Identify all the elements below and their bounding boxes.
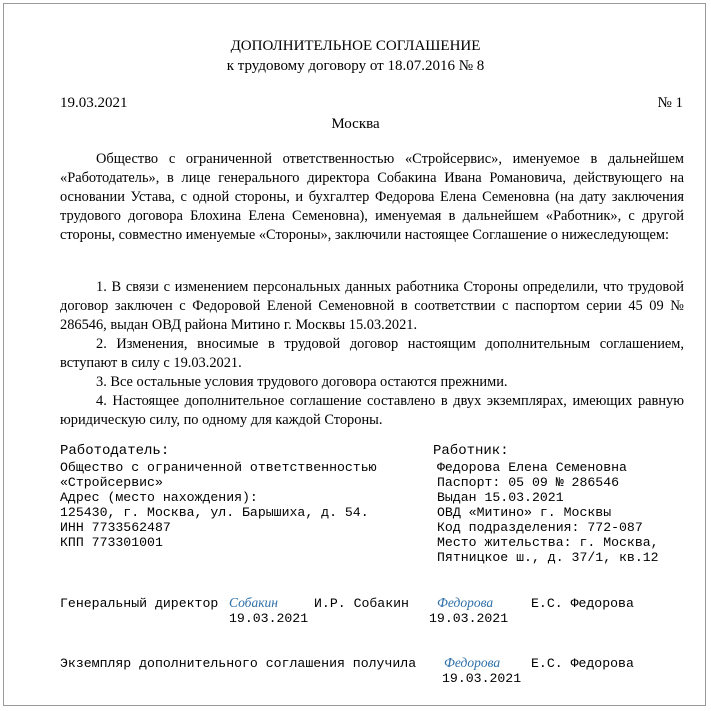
intro-paragraph <box>60 150 684 245</box>
director-label: Генеральный директор <box>60 596 219 611</box>
employer-line: Адрес (место нахождения): <box>60 490 258 505</box>
employee-line: Федорова Елена Семеновна <box>437 460 627 475</box>
intro-text: Общество с ограниченной ответственностью «Стройсервис», именуемое в дальнейшем «Работодатель», в лице генерального директора Собакина Ивана Романовича, действующего на основании Устава, с одной стороны, и бухгалтер Федорова Елена Семеновна (на дату заключения трудового договора Блохина Елена Семеновна), именуемая в дальнейшем «Работник», с другой стороны, совместно именуемые «Стороны», заключили настоящее Соглашение о нижеследующем: <box>60 151 684 243</box>
employee-heading: Работник: <box>433 443 509 459</box>
employee-signature: Федорова <box>437 595 494 610</box>
agreement-items <box>60 278 684 430</box>
employer-line: ИНН 7733562487 <box>60 520 171 535</box>
document-subtitle: к трудовому договору от 18.07.2016 № 8 <box>226 58 485 74</box>
receipt-label: Экземпляр дополнительного соглашения получила <box>60 656 417 671</box>
document-date: 19.03.2021 <box>60 95 128 111</box>
document-number: № 1 <box>657 95 683 111</box>
employer-line: «Стройсервис» <box>60 475 163 490</box>
document-city: Москва <box>331 116 380 132</box>
employee-line: Пятницкое ш., д. 37/1, кв.12 <box>437 550 659 565</box>
agreement-item: 2. Изменения, вносимые в трудовой договор настоящим дополнительным соглашением, вступают в силу с 19.03.2021. <box>60 336 684 371</box>
employee-line: Место жительства: г. Москва, <box>437 535 659 550</box>
document-title: ДОПОЛНИТЕЛЬНОЕ СОГЛАШЕНИЕ <box>230 38 481 54</box>
employer-line: Общество с ограниченной ответственностью <box>60 460 377 475</box>
director-signature: Собакин <box>229 595 278 610</box>
receipt-name: Е.С. Федорова <box>531 656 634 671</box>
employer-line: КПП 773301001 <box>60 535 163 550</box>
employer-heading: Работодатель: <box>60 443 170 459</box>
director-date: 19.03.2021 <box>229 611 309 626</box>
agreement-item: 4. Настоящее дополнительное соглашение составлено в двух экземплярах, имеющих равную юридическую силу, по одному для каждой Стороны. <box>60 393 684 428</box>
receipt-date: 19.03.2021 <box>442 671 522 686</box>
receipt-signature: Федорова <box>444 655 501 670</box>
employer-line: 125430, г. Москва, ул. Барышиха, д. 54. <box>60 505 369 520</box>
employee-line: Паспорт: 05 09 № 286546 <box>437 475 620 490</box>
employee-line: Код подразделения: 772-087 <box>437 520 643 535</box>
director-name: И.Р. Собакин <box>314 596 409 611</box>
agreement-item: 1. В связи с изменением персональных данных работника Стороны определили, что трудовой договор заключен с Федоровой Еленой Семеновной в соответствии с паспортом серии 45 09 № 286546, выдан ОВД района Митино г. Москвы 15.03.2021. <box>60 279 684 333</box>
employee-line: ОВД «Митино» г. Москвы <box>437 505 612 520</box>
employee-line: Выдан 15.03.2021 <box>437 490 564 505</box>
agreement-item: 3. Все остальные условия трудового договора остаются прежними. <box>96 374 508 390</box>
employee-date: 19.03.2021 <box>429 611 509 626</box>
employee-name: Е.С. Федорова <box>531 596 634 611</box>
